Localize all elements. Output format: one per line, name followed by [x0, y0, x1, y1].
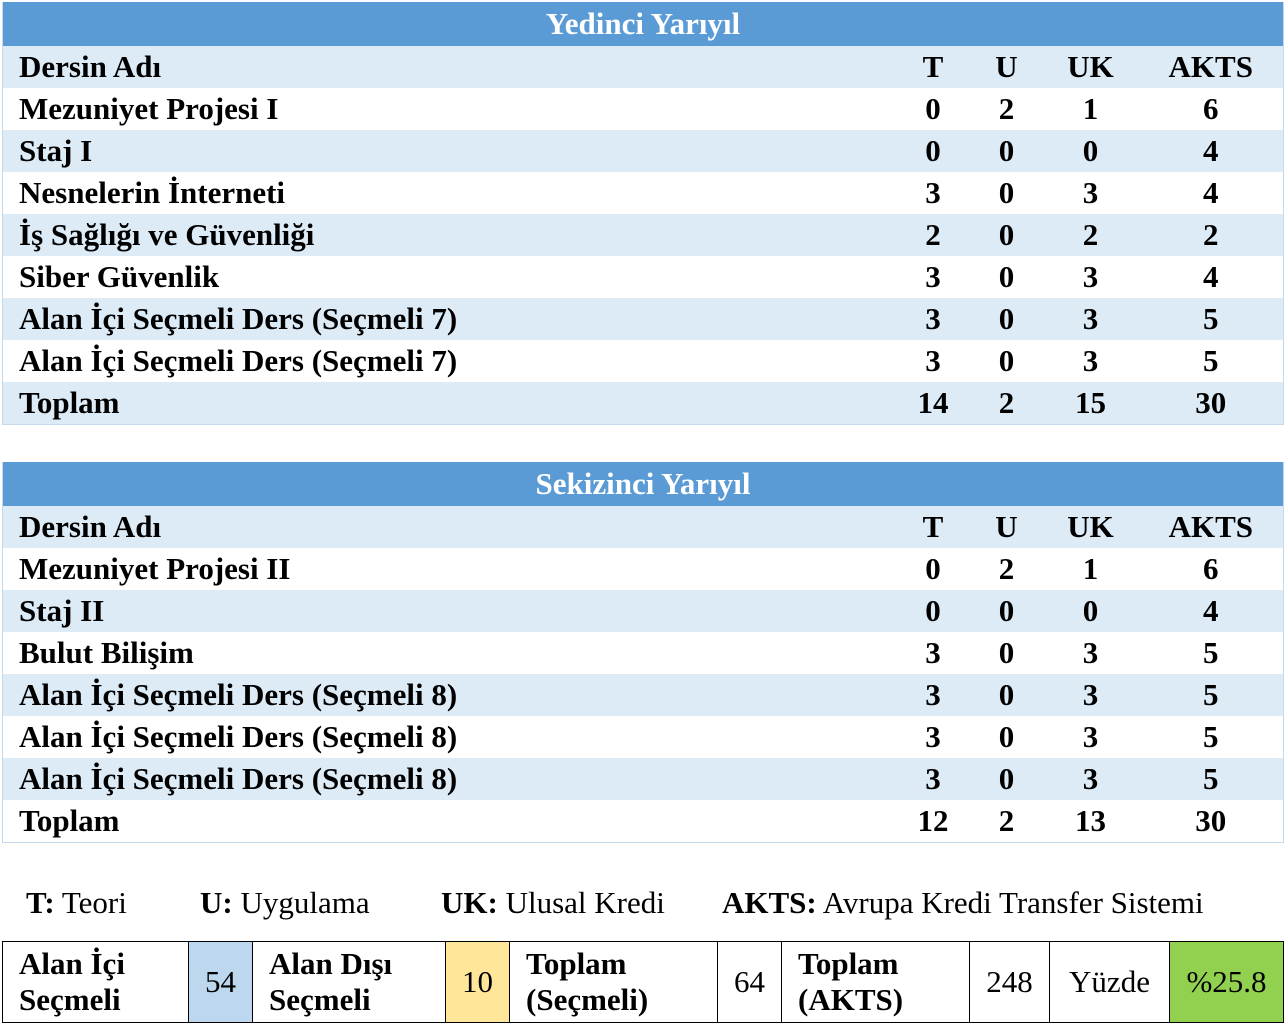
total-akts: 30: [1139, 800, 1284, 843]
course-t: 3: [896, 674, 971, 716]
course-u: 0: [971, 674, 1043, 716]
total-u: 2: [971, 800, 1043, 843]
toplam-secmeli-value: 64: [718, 942, 782, 1023]
total-uk: 15: [1043, 382, 1139, 425]
course-name: Siber Güvenlik: [3, 256, 896, 298]
course-name: İş Sağlığı ve Güvenliği: [3, 214, 896, 256]
course-t: 3: [896, 172, 971, 214]
column-header-t: T: [896, 46, 971, 88]
semester-title: Yedinci Yarıyıl: [3, 2, 1284, 46]
course-t: 3: [896, 758, 971, 800]
total-akts: 30: [1139, 382, 1284, 425]
course-akts: 5: [1139, 758, 1284, 800]
course-akts: 4: [1139, 172, 1284, 214]
legend-key: T:: [26, 885, 55, 920]
course-akts: 5: [1139, 298, 1284, 340]
yuzde-value: %25.8: [1170, 942, 1284, 1023]
course-name: Nesnelerin İnterneti: [3, 172, 896, 214]
table-row: [3, 256, 1284, 298]
summary-row: [3, 942, 1284, 1023]
course-uk: 0: [1043, 130, 1139, 172]
course-akts: 4: [1139, 256, 1284, 298]
course-uk: 3: [1043, 172, 1139, 214]
course-name: Mezuniyet Projesi II: [3, 548, 896, 590]
table-row: [3, 590, 1284, 632]
course-name: Staj II: [3, 590, 896, 632]
legend-item-uk: [441, 880, 665, 926]
course-akts: 6: [1139, 548, 1284, 590]
legend-text: Teori: [61, 885, 127, 920]
table-row: [3, 716, 1284, 758]
course-name: Staj I: [3, 130, 896, 172]
table-row: [3, 298, 1284, 340]
course-name: Alan İçi Seçmeli Ders (Seçmeli 7): [3, 298, 896, 340]
course-akts: 4: [1139, 130, 1284, 172]
course-u: 0: [971, 214, 1043, 256]
course-u: 0: [971, 340, 1043, 382]
course-akts: 4: [1139, 590, 1284, 632]
alan-disi-secmeli-value: 10: [446, 942, 510, 1023]
course-u: 0: [971, 590, 1043, 632]
table-row: [3, 674, 1284, 716]
table-row: [3, 88, 1284, 130]
alan-disi-secmeli-label: Alan Dışı Seçmeli: [253, 942, 446, 1023]
table-header-row: [3, 46, 1284, 88]
total-t: 14: [896, 382, 971, 425]
total-row: [3, 382, 1284, 425]
table-header-row: [3, 506, 1284, 548]
course-akts: 5: [1139, 716, 1284, 758]
course-u: 0: [971, 130, 1043, 172]
table-row: [3, 548, 1284, 590]
table-row: [3, 214, 1284, 256]
course-uk: 1: [1043, 88, 1139, 130]
course-uk: 0: [1043, 590, 1139, 632]
course-name: Alan İçi Seçmeli Ders (Seçmeli 7): [3, 340, 896, 382]
table-row: [3, 172, 1284, 214]
course-t: 3: [896, 256, 971, 298]
semester-title: Sekizinci Yarıyıl: [3, 462, 1284, 506]
table-row: [3, 758, 1284, 800]
legend-item-t: [26, 880, 127, 926]
legend-item-u: [200, 880, 370, 926]
yuzde-label: Yüzde: [1050, 942, 1170, 1023]
column-header-course-name: Dersin Adı: [3, 46, 896, 88]
course-t: 0: [896, 590, 971, 632]
course-name: Alan İçi Seçmeli Ders (Seçmeli 8): [3, 758, 896, 800]
course-uk: 2: [1043, 214, 1139, 256]
legend-item-akts: [722, 880, 1204, 926]
course-u: 0: [971, 298, 1043, 340]
course-u: 0: [971, 632, 1043, 674]
total-label: Toplam: [3, 382, 896, 425]
table-row: [3, 130, 1284, 172]
course-u: 2: [971, 88, 1043, 130]
course-akts: 5: [1139, 340, 1284, 382]
total-label: Toplam: [3, 800, 896, 843]
course-t: 3: [896, 716, 971, 758]
course-akts: 5: [1139, 632, 1284, 674]
course-t: 3: [896, 632, 971, 674]
course-t: 3: [896, 298, 971, 340]
legend-key: AKTS:: [722, 885, 817, 920]
course-uk: 3: [1043, 674, 1139, 716]
total-t: 12: [896, 800, 971, 843]
semester-8-table: [2, 462, 1284, 843]
course-u: 0: [971, 256, 1043, 298]
course-akts: 5: [1139, 674, 1284, 716]
column-header-u: U: [971, 506, 1043, 548]
toplam-akts-label: Toplam (AKTS): [782, 942, 970, 1023]
course-u: 0: [971, 172, 1043, 214]
legend-text: Avrupa Kredi Transfer Sistemi: [822, 885, 1204, 920]
total-uk: 13: [1043, 800, 1139, 843]
course-u: 2: [971, 548, 1043, 590]
toplam-akts-value: 248: [970, 942, 1050, 1023]
toplam-secmeli-label: Toplam (Seçmeli): [510, 942, 718, 1023]
column-header-akts: AKTS: [1139, 506, 1284, 548]
column-header-u: U: [971, 46, 1043, 88]
legend-text: Uygulama: [240, 885, 370, 920]
course-uk: 3: [1043, 632, 1139, 674]
table-row: [3, 340, 1284, 382]
alan-ici-secmeli-label: Alan İçi Seçmeli: [3, 942, 189, 1023]
total-row: [3, 800, 1284, 843]
course-uk: 1: [1043, 548, 1139, 590]
course-t: 0: [896, 88, 971, 130]
course-uk: 3: [1043, 758, 1139, 800]
legend-key: UK:: [441, 885, 498, 920]
legend-text: Ulusal Kredi: [505, 885, 665, 920]
course-t: 0: [896, 130, 971, 172]
alan-ici-secmeli-value: 54: [189, 942, 253, 1023]
course-t: 3: [896, 340, 971, 382]
course-name: Alan İçi Seçmeli Ders (Seçmeli 8): [3, 716, 896, 758]
legend-key: U:: [200, 885, 233, 920]
semester-title-row: [3, 2, 1284, 46]
total-u: 2: [971, 382, 1043, 425]
elective-summary-table: [2, 941, 1284, 1023]
course-akts: 2: [1139, 214, 1284, 256]
course-name: Mezuniyet Projesi I: [3, 88, 896, 130]
column-header-t: T: [896, 506, 971, 548]
course-t: 2: [896, 214, 971, 256]
semester-title-row: [3, 462, 1284, 506]
course-name: Alan İçi Seçmeli Ders (Seçmeli 8): [3, 674, 896, 716]
course-uk: 3: [1043, 298, 1139, 340]
column-header-uk: UK: [1043, 506, 1139, 548]
course-name: Bulut Bilişim: [3, 632, 896, 674]
column-header-course-name: Dersin Adı: [3, 506, 896, 548]
course-akts: 6: [1139, 88, 1284, 130]
course-uk: 3: [1043, 716, 1139, 758]
abbreviation-legend: [0, 880, 1285, 926]
course-u: 0: [971, 758, 1043, 800]
semester-7-table: [2, 2, 1284, 425]
course-uk: 3: [1043, 340, 1139, 382]
course-uk: 3: [1043, 256, 1139, 298]
column-header-akts: AKTS: [1139, 46, 1284, 88]
column-header-uk: UK: [1043, 46, 1139, 88]
course-u: 0: [971, 716, 1043, 758]
table-row: [3, 632, 1284, 674]
course-t: 0: [896, 548, 971, 590]
